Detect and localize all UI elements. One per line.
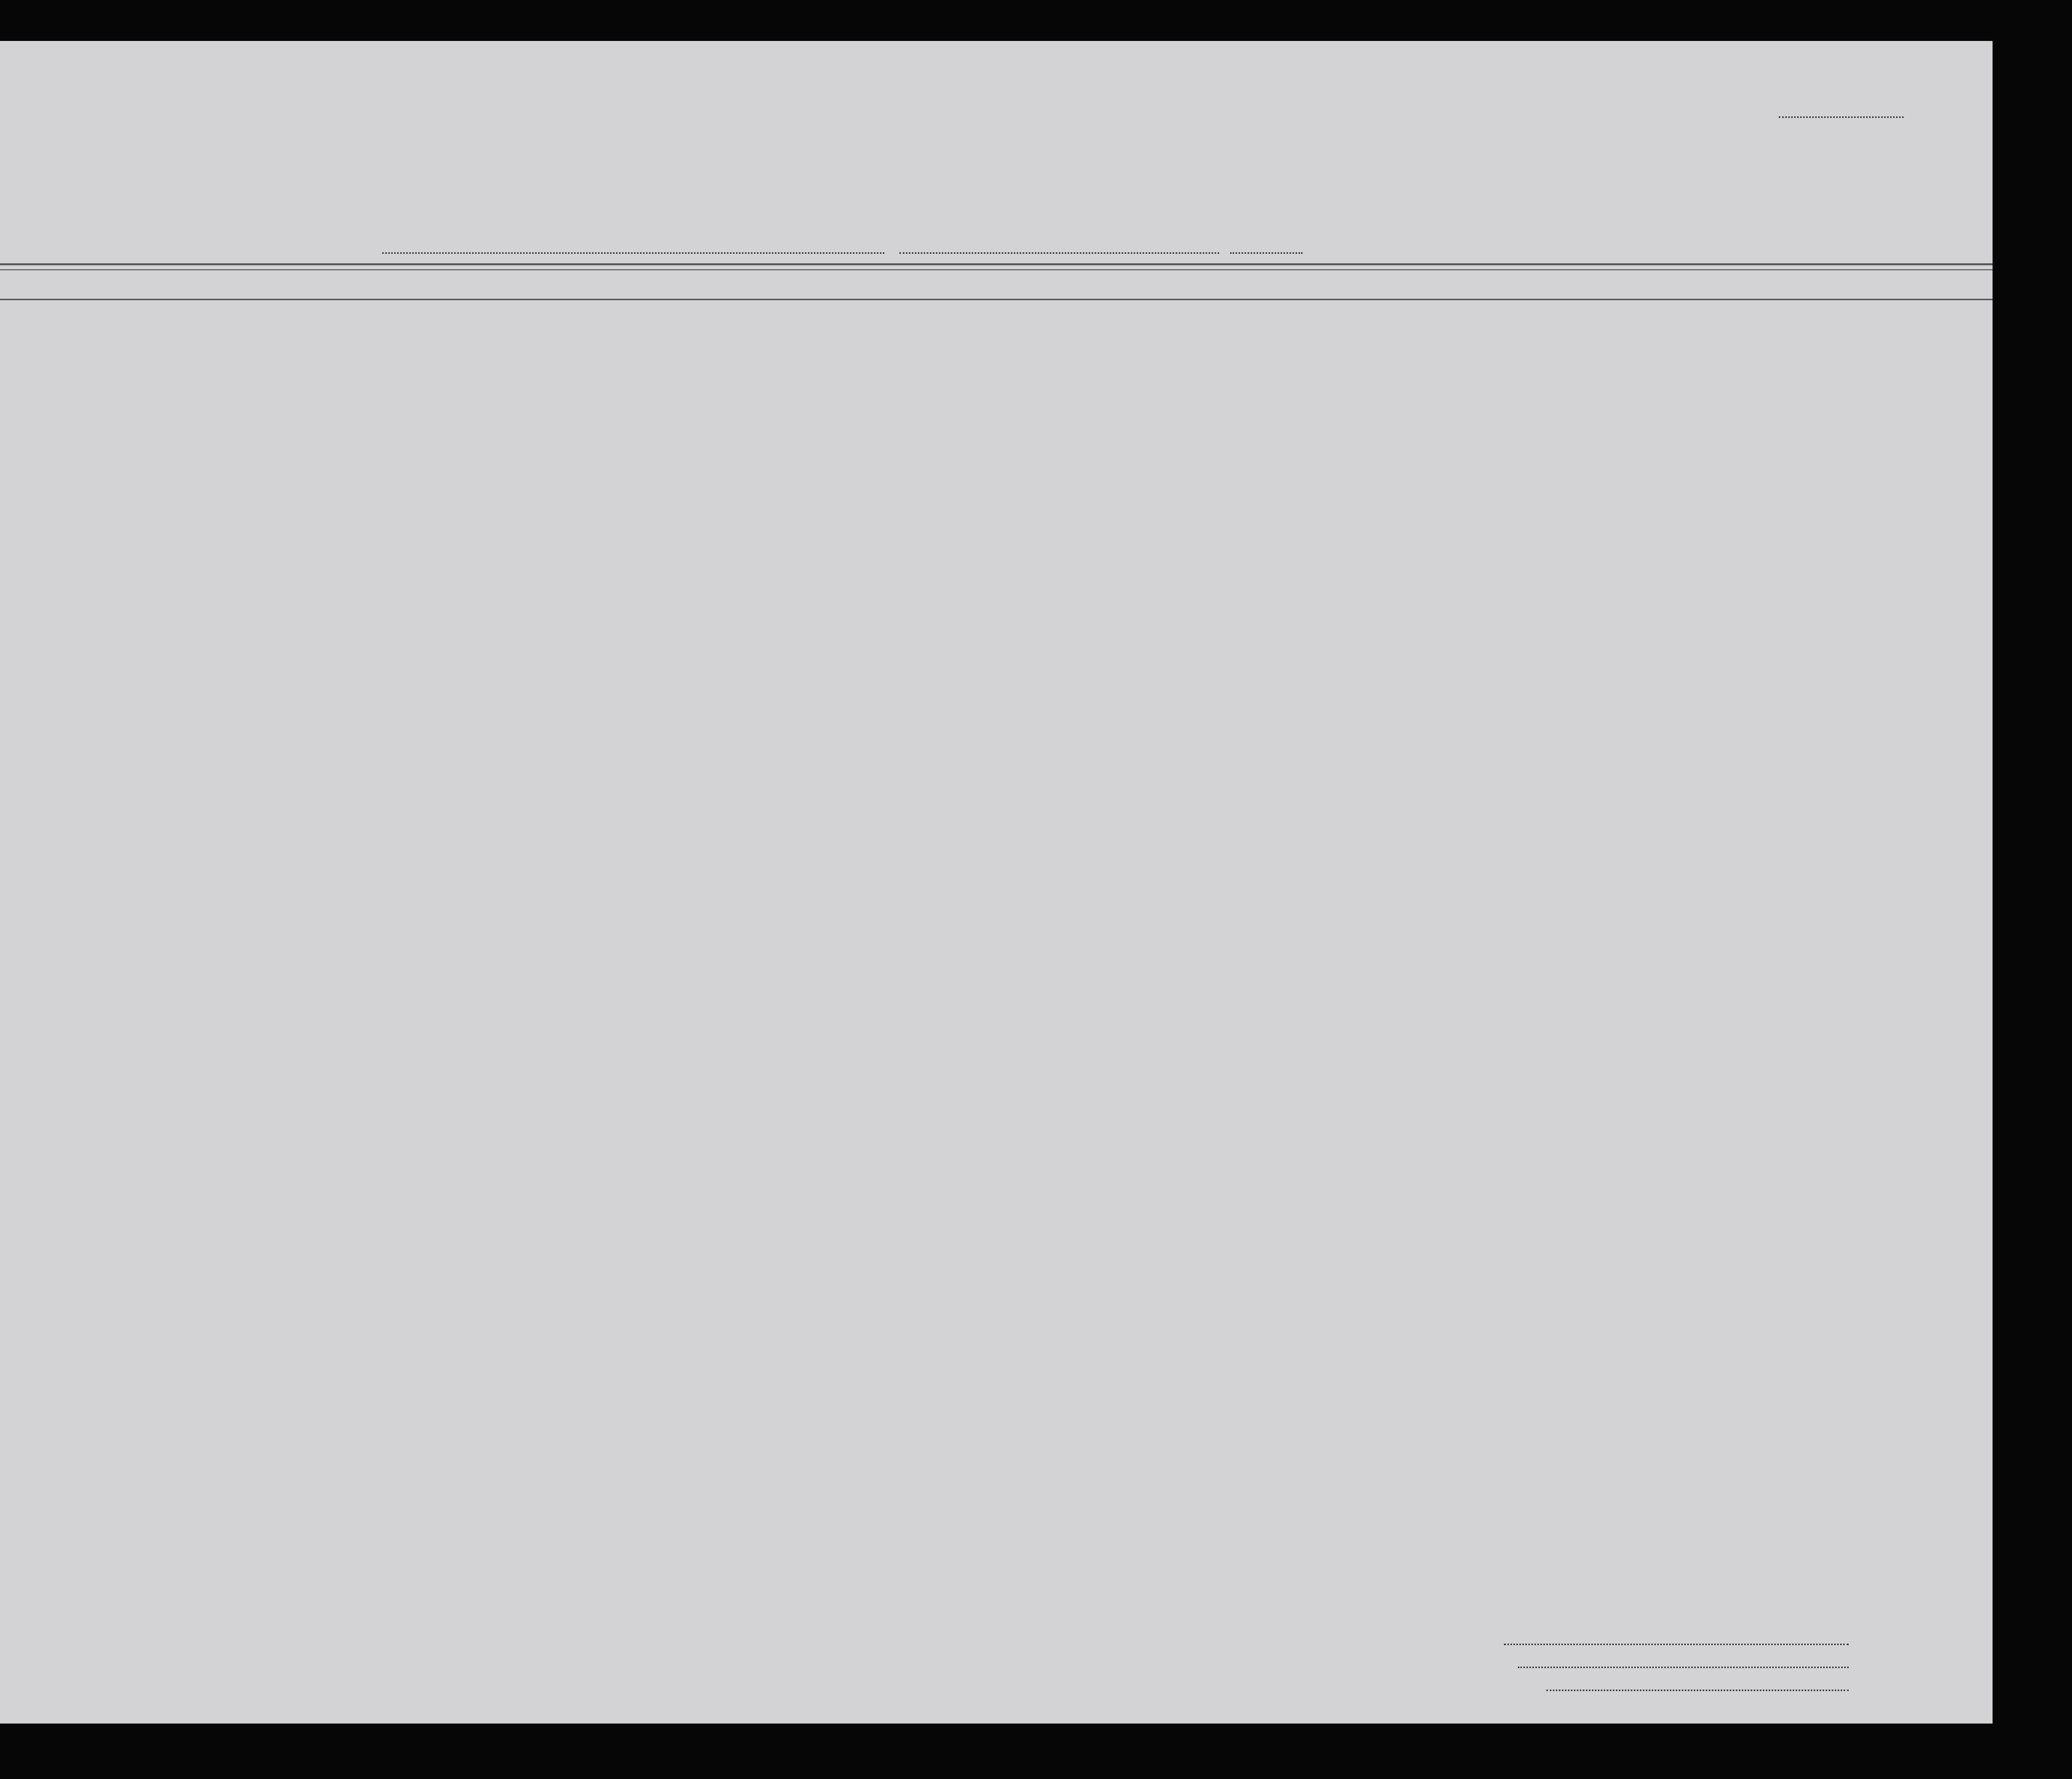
header-ticket [618,310,644,435]
header-fifty-dollars [740,310,766,435]
header-excluded [1482,320,1500,435]
header-polygamist [1342,320,1358,435]
line-field[interactable] [1504,1644,1849,1645]
header-purpose-length [1235,334,1261,434]
owners-field[interactable] [1518,1667,1849,1668]
header-arrested [1505,320,1523,435]
header-anarchist [1369,320,1385,435]
header-purpose-citizen [1263,334,1292,434]
header-purpose-return [1189,334,1233,434]
header-feet [1645,390,1665,435]
local-agents-field[interactable] [1546,1690,1849,1691]
header-inches [1666,390,1686,435]
header-prison [1295,320,1340,435]
header-labor-offer [1445,320,1474,435]
header-overthrow [1391,320,1441,435]
